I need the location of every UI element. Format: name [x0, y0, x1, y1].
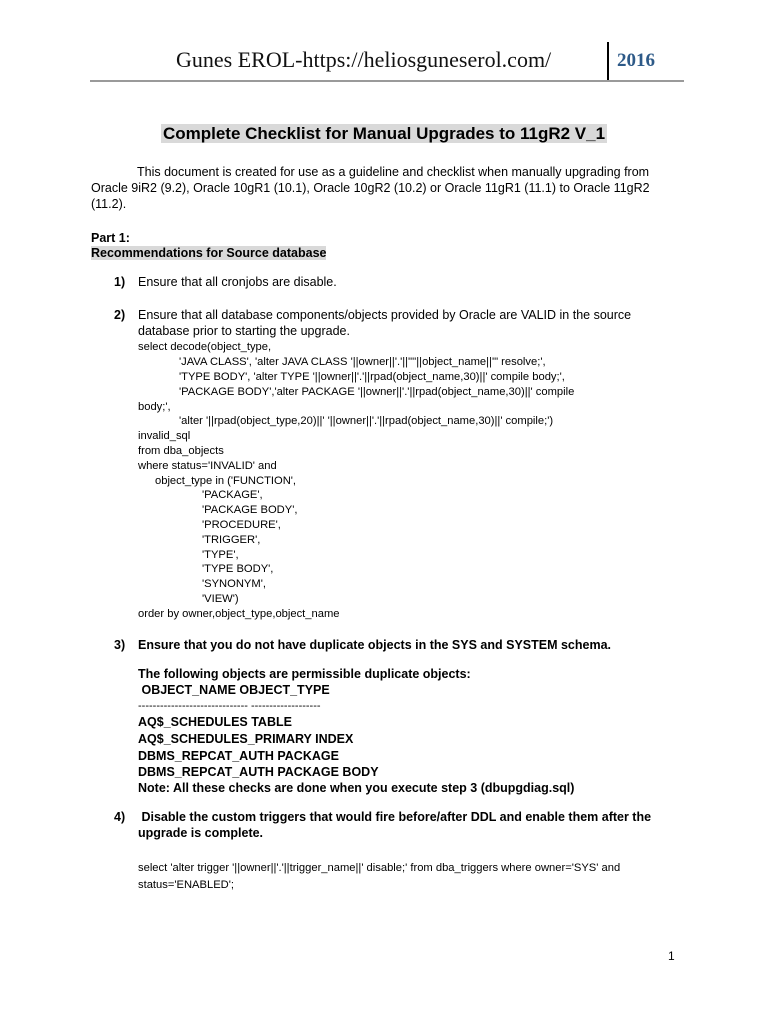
document-title-wrap — [0, 124, 768, 144]
code-line: body;', — [138, 401, 171, 413]
step-text: upgrade is complete. — [138, 826, 264, 840]
dup-line: DBMS_REPCAT_AUTH PACKAGE BODY — [138, 765, 379, 779]
dup-line: AQ$_SCHEDULES TABLE — [138, 715, 292, 729]
code-line: 'JAVA CLASS', 'alter JAVA CLASS '||owner||'.'||'"'||object_name||'" resolve;', — [179, 356, 546, 368]
code-line: order by owner,object_type,object_name — [138, 608, 340, 620]
dup-line: The following objects are permissible duplicate objects: — [138, 667, 471, 681]
dup-note: Note: All these checks are done when you execute step 3 (dbupgdiag.sql) — [138, 781, 575, 795]
code-line: 'PACKAGE BODY','alter PACKAGE '||owner||'.'||rpad(object_name,30)||' compile — [179, 386, 575, 398]
part-subheading: Recommendations for Source database — [91, 246, 327, 260]
code-line: 'TYPE', — [202, 549, 239, 561]
dup-line: DBMS_REPCAT_AUTH PACKAGE — [138, 749, 339, 763]
code-line: 'TYPE BODY', 'alter TYPE '||owner||'.'||rpad(object_name,30)||' compile body;', — [179, 371, 565, 383]
code-line: select decode(object_type, — [138, 341, 272, 353]
code-line: status='ENABLED'; — [138, 879, 234, 891]
step-number: 3) — [114, 638, 126, 652]
code-line: 'PACKAGE', — [202, 489, 263, 501]
part-heading: Part 1: — [91, 231, 130, 245]
header-rule — [90, 80, 684, 82]
dup-line: AQ$_SCHEDULES_PRIMARY INDEX — [138, 732, 354, 746]
code-line: 'SYNONYM', — [202, 578, 266, 590]
intro-line: (11.2). — [91, 197, 127, 211]
code-line: 'PROCEDURE', — [202, 519, 281, 531]
code-line: object_type in ('FUNCTION', — [155, 475, 297, 487]
step-text: Ensure that all cronjobs are disable. — [138, 275, 337, 289]
step-text: Ensure that all database components/objects provided by Oracle are VALID in the source — [138, 308, 632, 322]
step-text: database prior to starting the upgrade. — [138, 324, 350, 338]
code-line: 'TRIGGER', — [202, 534, 261, 546]
code-line: invalid_sql — [138, 430, 191, 442]
code-line: from dba_objects — [138, 445, 224, 457]
step-number: 4) — [114, 810, 126, 824]
step-text: Disable the custom triggers that would fire before/after DDL and enable them after the — [138, 810, 652, 824]
code-line: select 'alter trigger '||owner||'.'||trigger_name||' disable;' from dba_triggers where owner='SYS' and — [138, 862, 621, 874]
dup-line: ------------------------------ ------------------- — [138, 700, 321, 712]
code-line: 'PACKAGE BODY', — [202, 504, 298, 516]
code-line: 'TYPE BODY', — [202, 563, 274, 575]
code-line: where status='INVALID' and — [138, 460, 277, 472]
header-year: 2016 — [617, 50, 655, 71]
step-number: 1) — [114, 275, 126, 289]
header-author: Gunes EROL-https://heliosguneserol.com/ — [176, 47, 552, 72]
document-title: Complete Checklist for Manual Upgrades to 11gR2 V_1 — [162, 124, 606, 143]
code-line: 'VIEW') — [202, 593, 239, 605]
step-number: 2) — [114, 308, 126, 322]
page-number: 1 — [668, 949, 675, 963]
intro-line: This document is created for use as a guideline and checklist when manually upgrading from — [137, 165, 650, 179]
dup-line: OBJECT_NAME OBJECT_TYPE — [138, 683, 330, 697]
header-separator — [607, 42, 609, 80]
step-text: Ensure that you do not have duplicate objects in the SYS and SYSTEM schema. — [138, 638, 612, 652]
intro-line: Oracle 9iR2 (9.2), Oracle 10gR1 (10.1), Oracle 10gR2 (10.2) or Oracle 11gR1 (11.1) to Oracle 11gR2 — [91, 181, 650, 195]
code-line: 'alter '||rpad(object_type,20)||' '||owner||'.'||rpad(object_name,30)||' compile;') — [179, 415, 554, 427]
